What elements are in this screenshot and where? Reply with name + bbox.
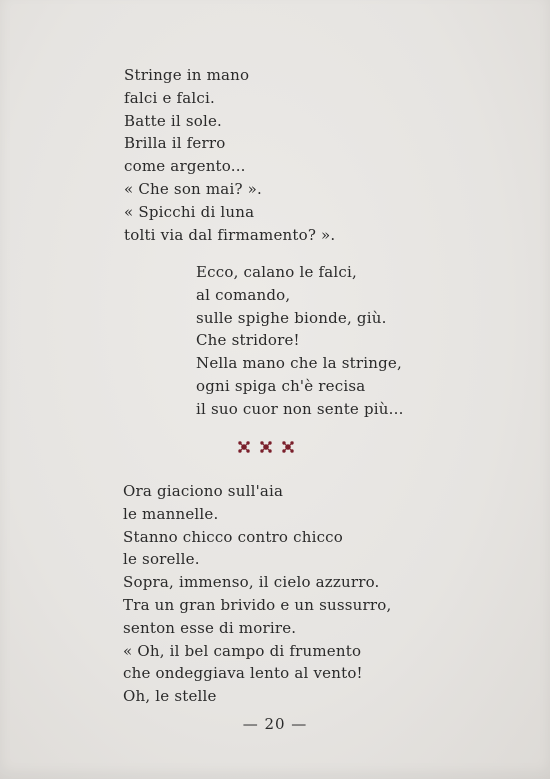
verse-line: che ondeggiava lento al vento! xyxy=(123,664,363,683)
verse-line: Ora giaciono sull'aia xyxy=(123,482,284,500)
verse-line: Stanno chicco contro chicco xyxy=(123,527,344,546)
stanza-1 xyxy=(124,64,335,246)
stanza-3 xyxy=(123,480,391,708)
page-number: — 20 — xyxy=(242,715,308,733)
ornament-fleuron-icon xyxy=(235,436,299,458)
verse-line: le sorelle. xyxy=(123,550,200,569)
verse-line: Stringe in mano xyxy=(124,66,250,84)
verse-line: « Che son mai? ». xyxy=(124,179,263,198)
verse-line: il suo cuor non sente più... xyxy=(196,399,404,418)
verse-line: Che stridore! xyxy=(196,331,300,350)
verse-line: al comando, xyxy=(196,285,291,304)
verse-line: tolti via dal firmamento? ». xyxy=(124,225,336,244)
stanza-2 xyxy=(196,261,404,421)
fleuron-mark-icon xyxy=(261,442,271,452)
fleuron-mark-icon xyxy=(239,442,249,452)
verse-line: Ecco, calano le falci, xyxy=(196,263,357,281)
verse-line: « Spicchi di luna xyxy=(124,202,255,221)
fleuron-mark-icon xyxy=(283,442,293,452)
verse-line: le mannelle. xyxy=(123,504,219,523)
verse-line: falci e falci. xyxy=(124,88,215,107)
verse-line: senton esse di morire. xyxy=(123,618,297,637)
verse-line: sulle spighe bionde, giù. xyxy=(196,308,387,327)
verse-line: ogni spiga ch'è recisa xyxy=(196,376,366,395)
verse-line: Brilla il ferro xyxy=(124,134,226,153)
verse-line: Nella mano che la stringe, xyxy=(196,354,402,373)
verse-line: Sopra, immenso, il cielo azzurro. xyxy=(123,573,380,592)
verse-line: Batte il sole. xyxy=(124,111,223,130)
verse-line: « Oh, il bel campo di frumento xyxy=(123,641,362,660)
verse-line: Oh, le stelle xyxy=(123,687,217,706)
verse-line: come argento... xyxy=(124,157,246,176)
verse-line: Tra un gran brivido e un sussurro, xyxy=(123,595,392,614)
